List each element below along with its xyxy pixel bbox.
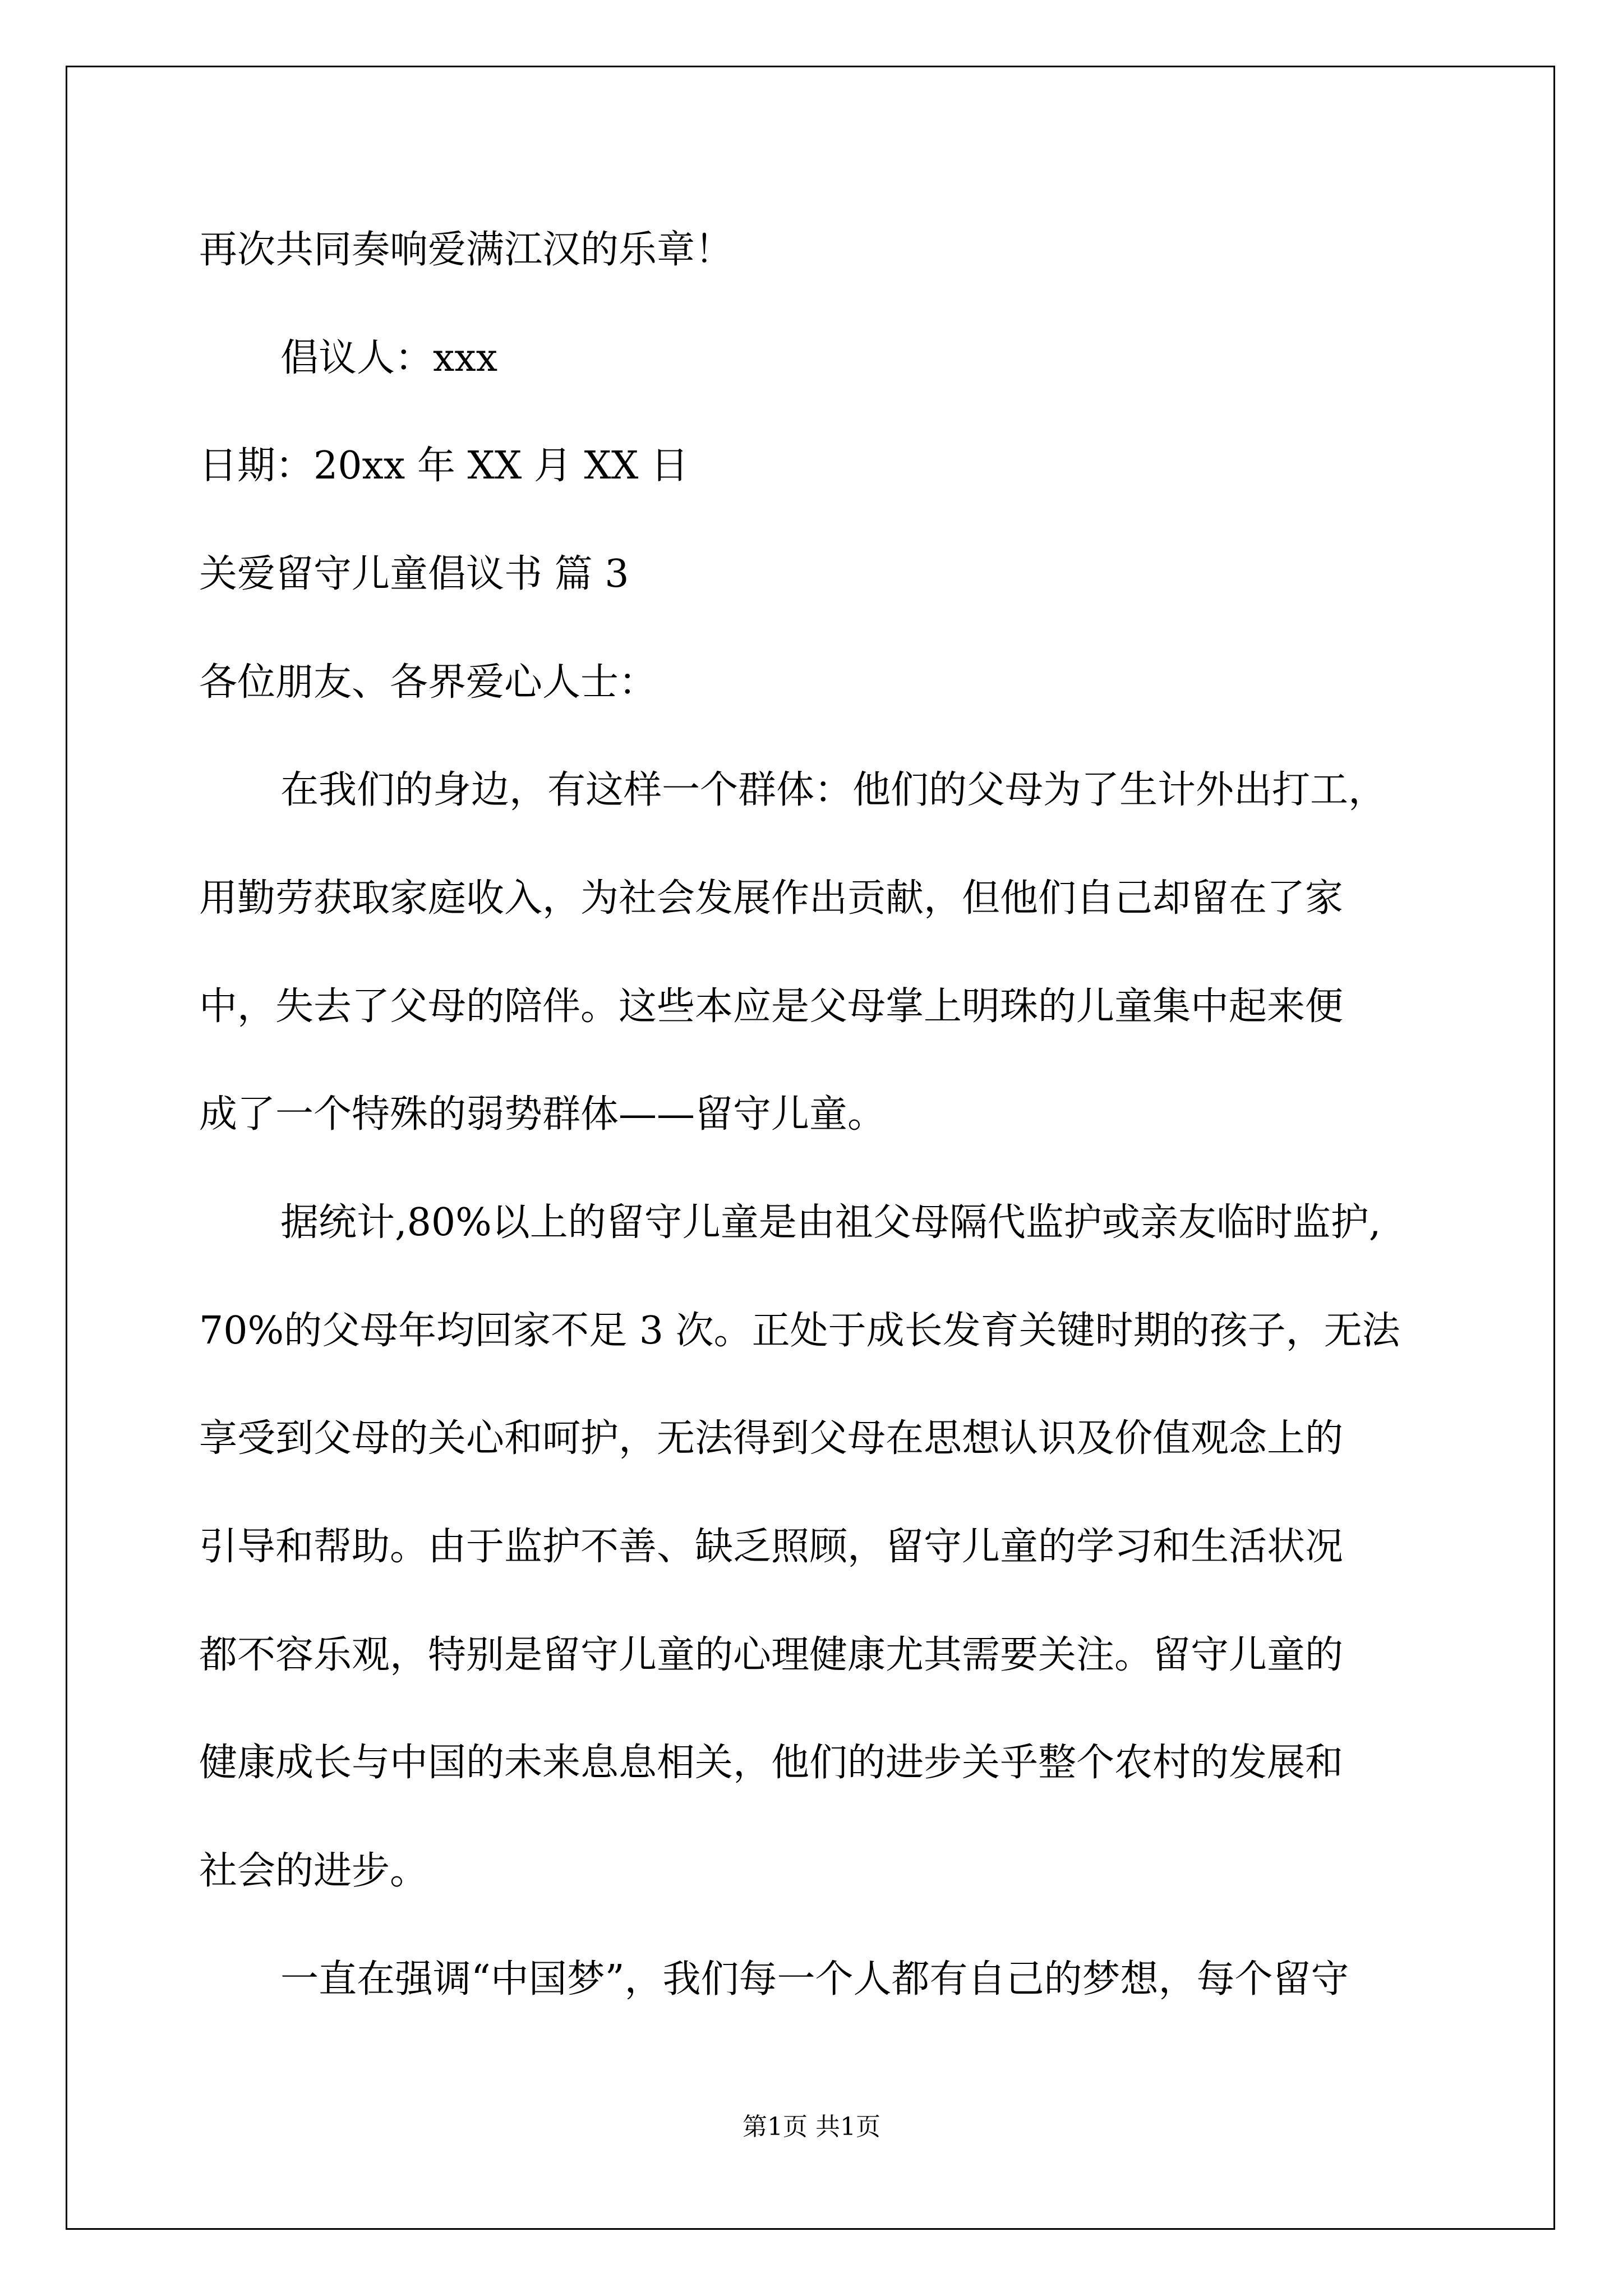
page-footer: 第1页 共1页 [743,2113,880,2141]
paragraph-1-line-4: 成了一个特殊的弱势群体——留守儿童。 [199,1092,886,1137]
date-line: 日期：20xx 年 XX 月 XX 日 [199,444,689,488]
signatory-line: 倡议人：xxx [280,336,498,380]
page-border [66,66,1555,2230]
paragraph-2-line-2: 70%的父母年均回家不足 3 次。正处于成长发育关键时期的孩子，无法 [199,1309,1400,1353]
paragraph-2-line-4: 引导和帮助。由于监护不善、缺乏照顾，留守儿童的学习和生活状况 [199,1525,1344,1569]
paragraph-2-line-3: 享受到父母的关心和呵护，无法得到父母在思想认识及价值观念上的 [199,1416,1344,1461]
paragraph-1-line-3: 中，失去了父母的陪伴。这些本应是父母掌上明珠的儿童集中起来便 [199,984,1344,1029]
paragraph-3-line-1: 一直在强调“中国梦”，我们每一个人都有自己的梦想，每个留守 [280,1957,1349,2001]
text-line-1: 再次共同奏响爱满江汉的乐章！ [199,228,734,272]
paragraph-2-line-5: 都不容乐观，特别是留守儿童的心理健康尤其需要关注。留守儿童的 [199,1633,1344,1677]
paragraph-2-line-1: 据统计,80%以上的留守儿童是由祖父母隔代监护或亲友临时监护, [280,1200,1381,1245]
paragraph-1-line-2: 用勤劳获取家庭收入，为社会发展作出贡献，但他们自己却留在了家 [199,876,1344,921]
paragraph-2-line-6: 健康成长与中国的未来息息相关，他们的进步关乎整个农村的发展和 [199,1741,1344,1785]
salutation: 各位朋友、各界爱心人士： [199,660,657,705]
section-title: 关爱留守儿童倡议书 篇 3 [199,552,629,596]
paragraph-2-line-7: 社会的进步。 [199,1849,428,1893]
paragraph-1-line-1: 在我们的身边，有这样一个群体：他们的父母为了生计外出打工， [280,768,1387,812]
